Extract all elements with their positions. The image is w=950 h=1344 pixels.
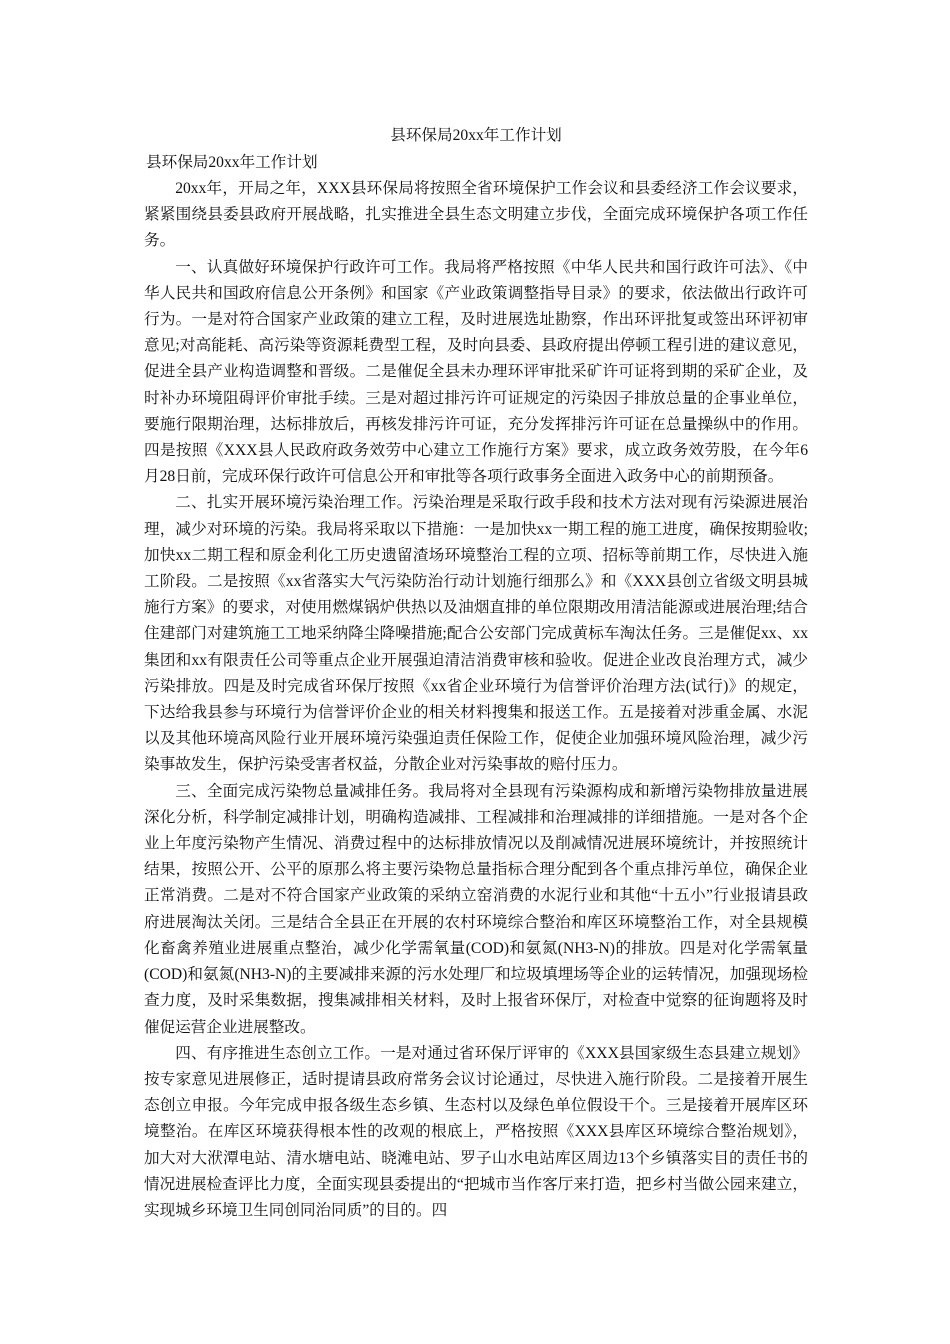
paragraph-intro: 20xx年，开局之年，XXX县环保局将按照全省环境保护工作会议和县委经济工作会议要求，紧紧围绕县委县政府开展战略，扎实推进全县生态文明建立步伐，全面完成环境保护各项工作任务。 <box>144 180 808 250</box>
paragraph-section-3: 三、全面完成污染物总量减排任务。我局将对全县现有污染源构成和新增污染物排放量进展深化分析，科学制定减排计划，明确构造减排、工程减排和治理减排的详细措施。一是对各个企业上年度污染物产生情况、消费过程中的达标排放情况以及削减情况进展环境统计，并按照统计结果，按照公开、公平的原那么将主要污染物总量指标合理分配到各个重点排污单位，确保企业正常消费。二是对不符合国家产业政策的采纳立窑消费的水泥行业和其他“十五小”行业报请县政府进展淘汰关闭。三是结合全县正在开展的农村环境综合整治和库区环境整治工作，对全县规模化畜禽养殖业进展重点整治，减少化学需氧量(COD)和氨氮(NH3-N)的排放。四是对化学需氧量(COD)和氨氮(NH3-N)的主要减排来源的污水处理厂和垃圾填埋场等企业的运转情况，加强现场检查力度，及时采集数据，搜集减排相关材料，及时上报省环保厅，对检查中觉察的征询题将及时催促运营企业进展整改。 <box>144 782 808 1036</box>
paragraph-section-1: 一、认真做好环境保护行政许可工作。我局将严格按照《中华人民共和国行政许可法》、《中华人民共和国政府信息公开条例》和国家《产业政策调整指导目录》的要求，依法做出行政许可行为。一是对符合国家产业政策的建立工程，及时进展选址勘察，作出环评批复或签出环评初审意见;对高能耗、高污染等资源耗费型工程，及时向县委、县政府提出停顿工程引进的建议意见，促进全县产业构造调整和晋级。二是催促全县未办理环评审批采矿许可证将到期的采矿企业，及时补办环境阻碍评价审批手续。三是对超过排污许可证规定的污染因子排放总量的企事业单位，要施行限期治理，达标排放后，再核发排污许可证，充分发挥排污许可证在总量操纵中的作用。四是按照《XXX县人民政府政务效劳中心建立工作施行方案》要求，成立政务效劳股，在今年6月28日前，完成环保行政许可信息公开和审批等各项行政事务全面进入政务中心的前期预备。 <box>144 258 808 486</box>
document-title: 县环保局20xx年工作计划 <box>390 127 562 144</box>
document-subtitle: 县环保局20xx年工作计划 <box>146 154 318 171</box>
document-page <box>144 122 808 1219</box>
paragraph-section-2: 二、扎实开展环境污染治理工作。污染治理是采取行政手段和技术方法对现有污染源进展治理，减少对环境的污染。我局将采取以下措施：一是加快xx一期工程的施工进度，确保按期验收;加快xx二期工程和原金利化工历史遗留渣场环境整治工程的立项、招标等前期工作，尽快进入施工阶段。二是按照《xx省落实大气污染防治行动计划施行细那么》和《XXX县创立省级文明县城施行方案》的要求，对使用燃煤锅炉供热以及油烟直排的单位限期改用清洁能源或进展治理;结合住建部门对建筑施工工地采纳降尘降噪措施;配合公安部门完成黄标车淘汰任务。三是催促xx、xx集团和xx有限责任公司等重点企业开展强迫清洁消费审核和验收。促进企业改良治理方式，减少污染排放。四是及时完成省环保厅按照《xx省企业环境行为信誉评价治理方法(试行)》的规定，下达给我县参与环境行为信誉评价企业的相关材料搜集和报送工作。五是接着对涉重金属、水泥以及其他环境高风险行业开展环境污染强迫责任保险工作，促使企业加强环境风险治理，减少污染事故发生，保护污染受害者权益，分散企业对污染事故的赔付压力。 <box>144 494 808 774</box>
paragraph-section-4: 四、有序推进生态创立工作。一是对通过省环保厅评审的《XXX县国家级生态县建立规划》按专家意见进展修正，适时提请县政府常务会议讨论通过，尽快进入施行阶段。二是接着开展生态创立申报。今年完成申报各级生态乡镇、生态村以及绿色单位假设干个。三是接着开展库区环境整治。在库区环境获得根本性的改观的根底上，严格按照《XXX县库区环境综合整治规划》，加大对大洑潭电站、清水塘电站、晓滩电站、罗子山水电站库区周边13个乡镇落实目的责任书的情况进展检查评比力度，全面实现县委提出的“把城市当作客厅来打造，把乡村当做公园来建立，实现城乡环境卫生同创同治同质”的目的。四 <box>144 1044 808 1219</box>
